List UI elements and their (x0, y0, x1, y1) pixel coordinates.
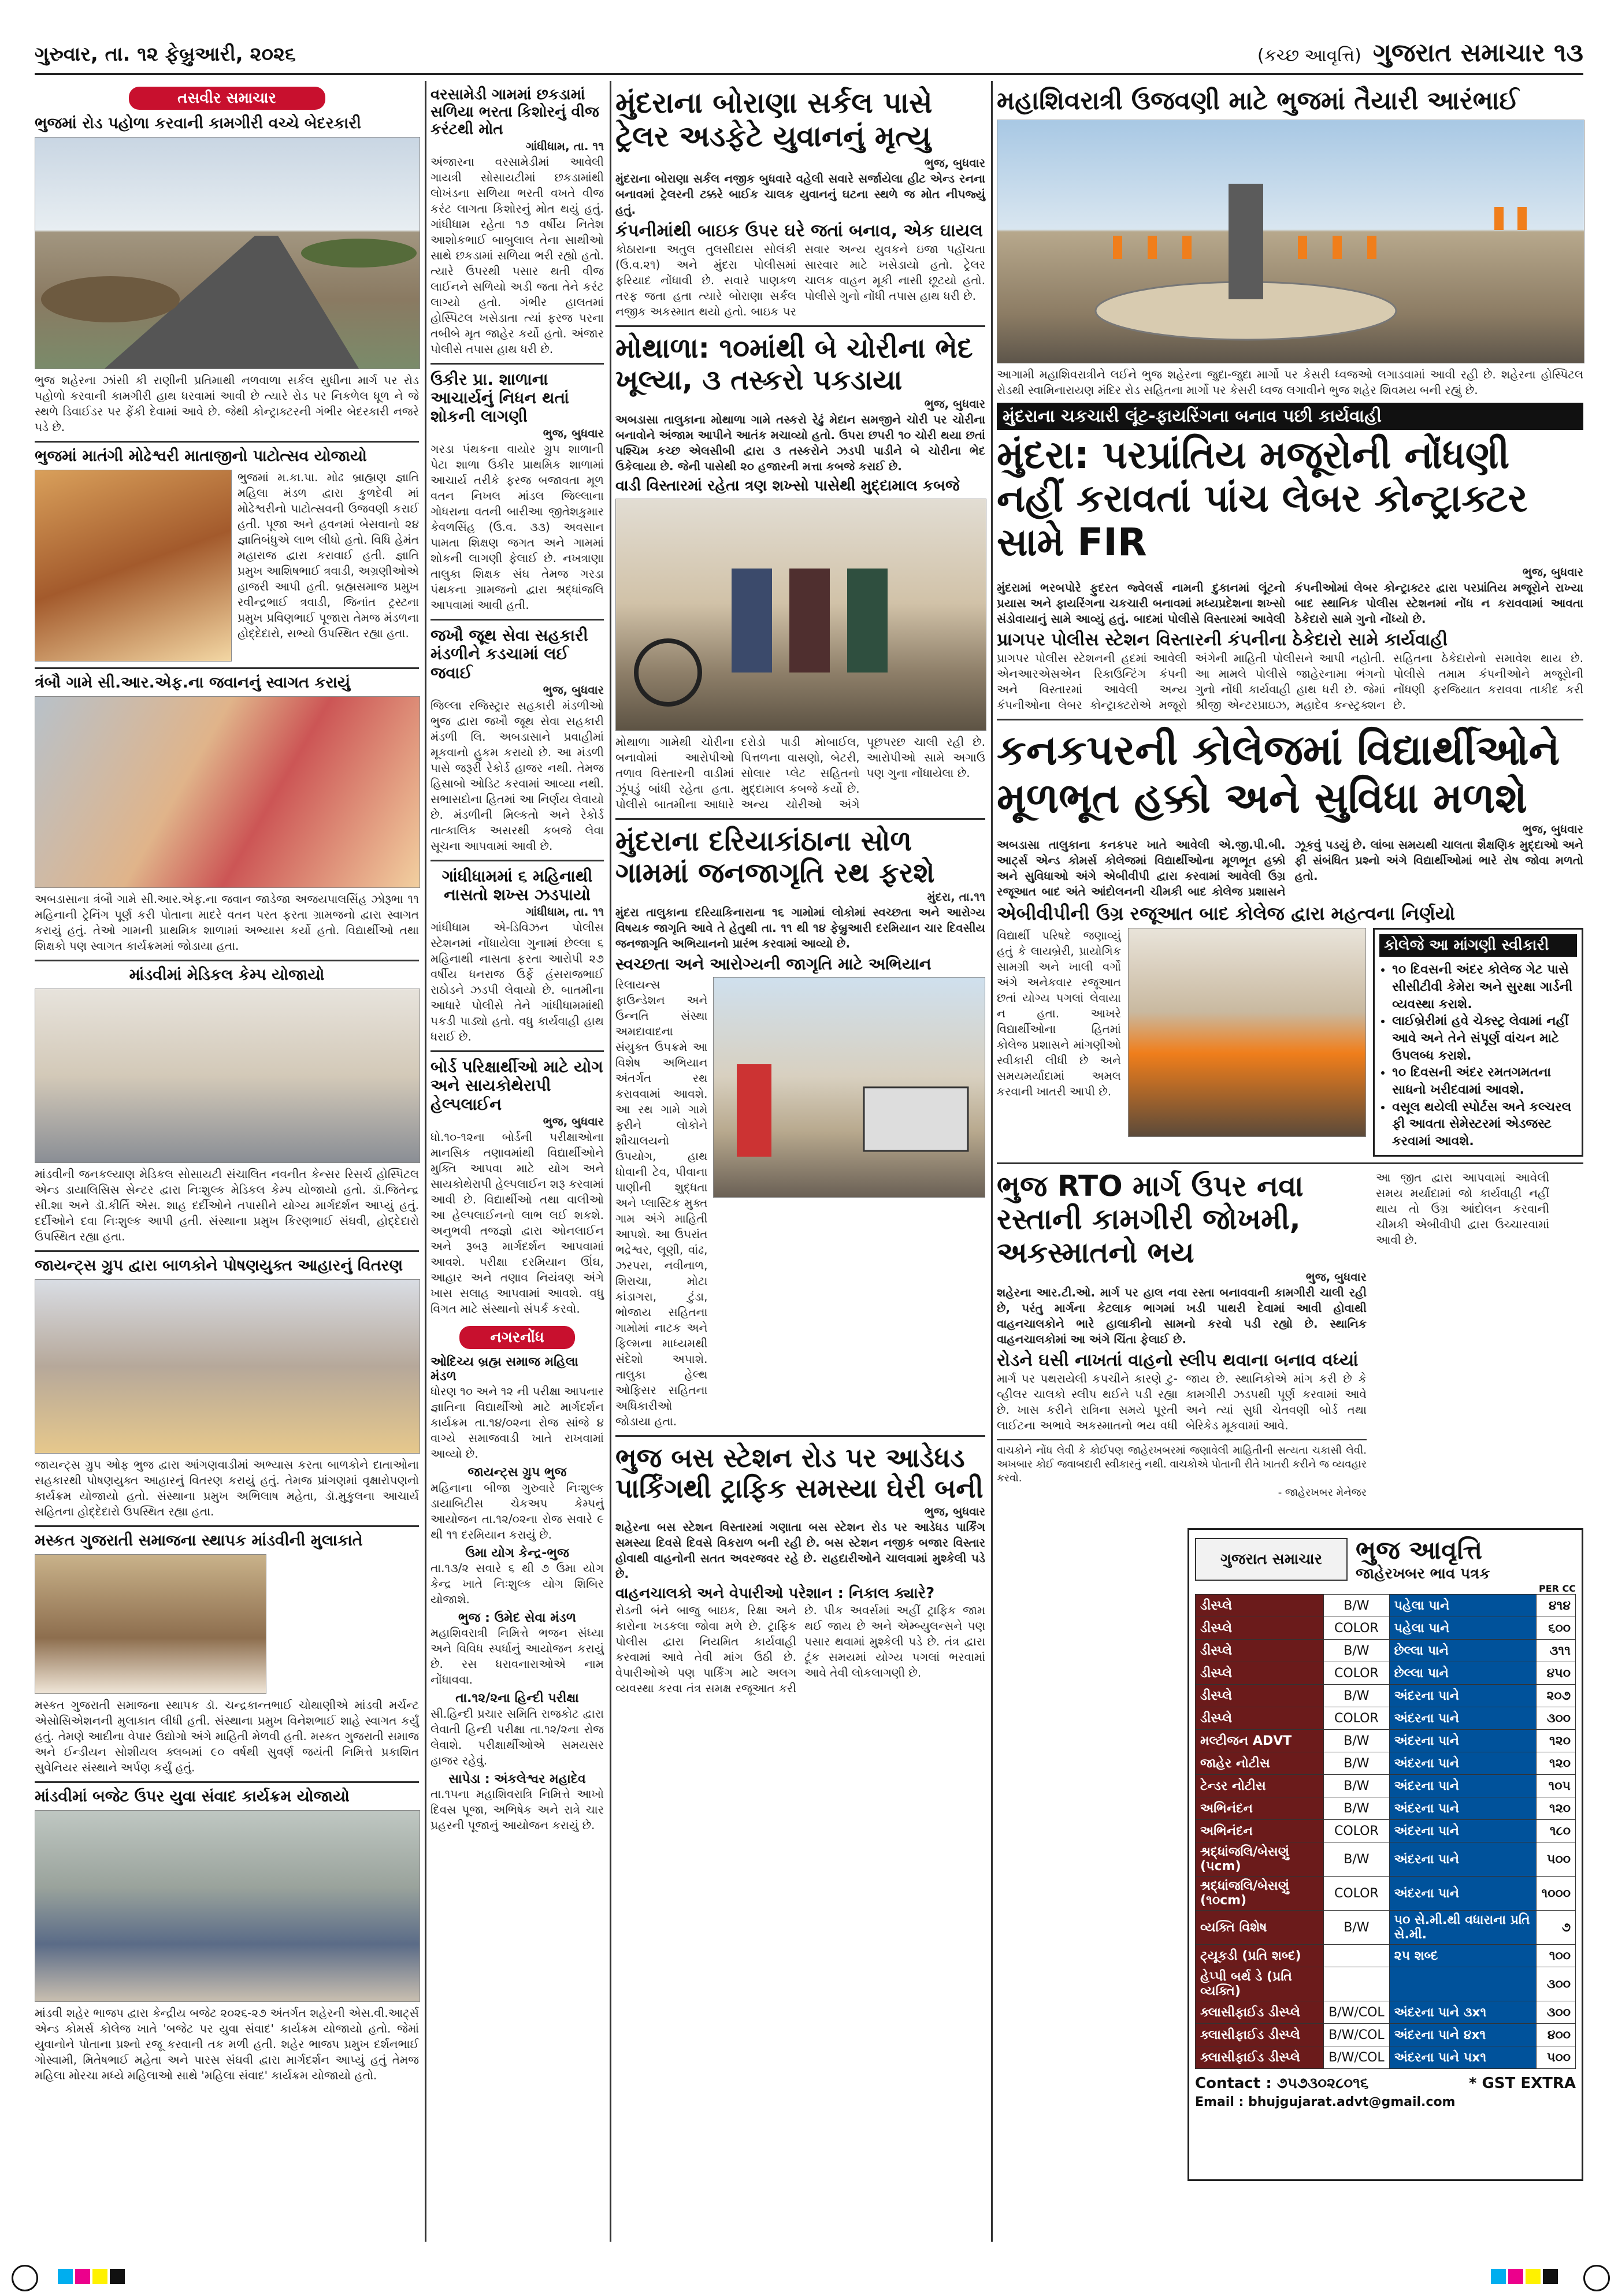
story-subheadline: રોડને ઘસી નાખતાં વાહનો સ્લીપ થવાના બનાવ વધ્યાં (997, 1350, 1359, 1371)
photo-caption: ભુજ શહેરના ઝાંસી કી રાણીની પ્રતિમાથી નળવાળા સર્કલ સુધીના માર્ગ પર રોડ પહોળો કરવાની કામગીરી હાથ ધરવામાં આવી છે ત્યારે રોડ પર નિકળેલ ધૂળ ને જે સ્થળે ડિવાઈડર પર ફેંકી દેવામાં આવે છે. જેથી કોન્ટ્રાક્ટરની ગંભીર બેદરકારી નજરે પડે છે. (35, 373, 419, 434)
dateline: ભુજ, બુધવાર (543, 1114, 604, 1128)
story-block (615, 977, 985, 1429)
flags-scene-illustration (997, 120, 1584, 363)
notice-body: મહાશિવરાત્રી નિમિત્તે ભજન સંધ્યા અને વિવિધ સ્પર્ધાનું આયોજન કરાયું છે. રસ ધરાવનારાઓએ નામ નોંધાવવા. (431, 1626, 604, 1687)
photo-caption: જાયન્ટ્સ ગ્રુપ ઓફ ભુજ દ્વારા આંગણવાડીમાં અભ્યાસ કરતા બાળકોને દાતાઓના સહકારથી પોષણયુક્ત આહારનું વિતરણ કરાયું હતું. તેમજ પ્રાંગણમાં વૃક્ષારોપણનો કાર્યક્રમ યોજાયો હતો. સંસ્થાના પ્રમુખ અભિલાષ મહેતા, ડૉ.મુકુલના આચાર્ય સહિતના હોદ્દેદારો ઉપસ્થિત રહ્યા હતા. (35, 1458, 419, 1519)
rate-name: જાહેર નોટીસ (1196, 1752, 1324, 1775)
person-figure (847, 569, 888, 673)
story-headline: બોર્ડ પરિક્ષાર્થીઓ માટે યોગ અને સાયકોથેરાપી હેલ્પલાઈન (431, 1057, 603, 1114)
story-body: આ જીત દ્વારા આપવામાં આવેલી સમય મર્યાદામાં જો કાર્યવાહી નહીં થાય તો ઉગ્ર આંદોલન કરવાની ચીમકી એબીવીપી દ્વારા ઉચ્ચારવામાં આવી છે. (1376, 1170, 1549, 1247)
story-body: મોથાળા ગામેથી ચોરીના બનાવોમાં આરોપીઓ તળાવ વિસ્તારની વાડીમાં ઝૂંપડું બાંધી રહેતા હતા. પોલીસે બાતમીના આધારે દરોડો પાડી મોબાઈલ, પિત્તળના વાસણો, બેટરી, સોલાર પ્લેટ સહિતનો મુદ્દામાલ કબજે કર્યો છે. અન્ય ચોરીઓ અંગે પૂછપરછ ચાલી રહી છે. આરોપીઓ સામે અગાઉ પણ ગુના નોંધાયેલા છે. (615, 734, 985, 811)
dateline: ભુજ, બુધવાર (924, 396, 985, 411)
rate-name: ક્લાસીફાઈડ ડીસ્પ્લે (1196, 2024, 1324, 2046)
divider (35, 441, 419, 443)
rate-table-body (1196, 1595, 1576, 2069)
rate-row (1196, 2024, 1576, 2046)
story-headline: ત્રંબૌ ગામે સી.આર.એફ.ના જવાનનું સ્વાગત કરાયું (35, 674, 351, 692)
story-body-intro (272, 1554, 419, 1693)
story-headline: ભુજ બસ સ્ટેશન રોડ પર આડેધડ પાર્કિંગથી ટ્રાફિક સમસ્યા ઘેરી બની (615, 1442, 984, 1504)
rate-price: ૪૧૪ (1537, 1595, 1576, 1617)
rate-type: B/W/COL (1324, 2001, 1390, 2024)
rate-type: B/W (1324, 1595, 1390, 1617)
story-lead: મુંદરામાં ભરબપોરે ફુદરત જ્વેલર્સ નામની દુકાનમાં લૂંટનો પ્રયાસ અને ફાયરિંગના ચકચારી બનાવમાં મધ્યપ્રદેશના શખ્સો સંડોવાયાનું સામે આવ્યું હતું. બાદમાં પોલીસે વિસ્તારમાં આવેલી કંપનીઓમાં લેબર કોન્ટ્રાક્ટર દ્વારા પરપ્રાંતિય મજૂરોને રાખ્યા બાદ સ્થાનિક પોલીસ સ્ટેશનમાં નોંધ ન કરાવવામાં આવતા ઠેકેદારો સામે ગુનો નોંધ્યો છે. (997, 581, 1583, 626)
rate-type: B/W (1324, 1752, 1390, 1775)
registration-mark (1583, 2265, 1610, 2291)
muscat-visit-photo (35, 1554, 266, 1694)
road-scene-illustration (35, 138, 420, 369)
dateline: ભુજ, બુધવાર (543, 682, 604, 697)
gst-note: * GST EXTRA (1468, 2075, 1576, 2092)
vehicle-scene-illustration (714, 978, 985, 1197)
divider (431, 363, 604, 365)
divider (35, 1250, 419, 1252)
contact-row (1195, 2075, 1576, 2093)
rate-row (1196, 1877, 1576, 1911)
column-rule (991, 81, 993, 2242)
story-subheadline: વાહનચાલકો અને વેપારીઓ પરેશાન : નિકાલ ક્યારે? (615, 1585, 935, 1603)
contact-label: Contact : (1195, 2075, 1272, 2092)
story-headline: માંડવીમાં બજેટ ઉપર યુવા સંવાદ કાર્યક્રમ યોજાયો (35, 1788, 350, 1806)
rate-type: COLOR (1324, 1707, 1390, 1730)
rate-row (1196, 1640, 1576, 1662)
rate-type: COLOR (1324, 1662, 1390, 1685)
section-tag: તસવીર સમાચાર (129, 87, 325, 110)
rate-row (1196, 1685, 1576, 1707)
rate-position: અંદરના પાને (1389, 1775, 1537, 1797)
rate-row (1196, 2001, 1576, 2024)
crpf-welcome-photo (35, 696, 420, 888)
list-item: • ૧૦ દિવસની અંદર રમતગમતના સાધનો ખરીદવામાં આવશે. (1392, 1064, 1577, 1098)
story-body: અંજારના વરસામેડીમાં આવેલી ગાયત્રી સોસાયટીમાં છકડામાંથી લોખંડના સળિયા ભરતી વખતે વીજ કરંટ લાગતા કિશોરનું મોત થયું હતું. ગાંધીધામ રહેતા ૧૭ વર્ષીય નિતેશ આશોકભાઈ બાબુલાલ તેના સાથીઓ સાથે છકડામાં સળિયા ભરી રહ્યો હતો. ત્યારે ઉપરથી પસાર થતી વીજ લાઈનને સળિયો અડી જતા તેને કરંટ લાગ્યો હતો. ગંભીર હાલતમાં હોસ્પિટલ ખસેડાતા ત્યાં ફરજ પરના તબીબે મૃત જાહેર કર્યો હતો. અંજાર પોલીસે તપાસ હાથ ધરી છે. (431, 154, 604, 356)
disclaimer: વાચકોને નોંધ લેવી કે કોઈપણ જાહેરખબરમાં જણાવેલી માહિતીની સત્યતા ચકાસી લેવી. અખબાર કોઈ જવાબદારી સ્વીકારતું નથી. વાચકોએ પોતાની રીતે ખાતરી કરીને જ વ્યવહાર કરવો. (997, 1439, 1367, 1486)
rate-row (1196, 1911, 1576, 1945)
rate-name: ડીસ્પ્લે (1196, 1617, 1324, 1640)
story-lead: શહેરના બસ સ્ટેશન વિસ્તારમાં ગણાતા બસ સ્ટેશન રોડ પર આડેધડ પાર્કિંગ સમસ્યા દિવસે દિવસે વિકરાળ બની રહી છે. બસ સ્ટેશન નજીક બજાર વિસ્તાર હોવાથી વાહનોની સતત અવરજવર રહે છે. રાહદારીઓને ચાલવામાં મુશ્કેલી પડે છે. (615, 1520, 985, 1581)
rate-position: અંદરના પાને (1389, 1730, 1537, 1752)
dateline: ભુજ, બુધવાર (1522, 565, 1583, 579)
saffron-flags (1113, 207, 1527, 259)
story-body: પ્રાગપર પોલીસ સ્ટેશનની હદમાં આવેલી એનઆરએસએન રિકાઉન્ટિંગ કંપની અને વિસ્તારમાં આવેલી અન્ય કંપનીઓના લેબર કોન્ટ્રાક્ટરોએ મજૂરો અંગેની માહિતી પોલીસને આપી નહોતી. આ મામલે પોલીસે જાહેરનામા ભંગનો ગુનો નોંધી કાર્યવાહી હાથ ધરી છે. જેમાં શ્રીજી એન્ટરપ્રાઇઝ, મહાદેવ કન્સ્ટ્રક્શન સહિતના ઠેકેદારોનો સમાવેશ થાય છે. પોલીસે તમામ કંપનીઓને મજૂરોની નોંધણી ફરજિયાત કરાવવા તાકીદ કરી છે. (997, 651, 1583, 712)
rate-name: ડીસ્પ્લે (1196, 1640, 1324, 1662)
rate-row (1196, 1730, 1576, 1752)
rate-type: B/W (1324, 1685, 1390, 1707)
story-headline: ઉકીર પ્રા. શાળાના આચાર્યનું નિધન થતાં શોકની લાગણી (431, 369, 569, 426)
divider (615, 818, 985, 820)
story-body: મસ્કત ગુજરાતી સમાજના સ્થાપક ડૉ. ચન્દ્રકાન્તભાઈ ચોથાણીએ માંડવી મર્ચન્ટ એસોસિએશનની મુલાકાત લીધી હતી. સંસ્થાના પ્રમુખ વિનેશભાઈ શાહે સ્વાગત કર્યું હતું. તેમણે આદીના વેપાર ઉદ્યોગો અંગે માહિતી મેળવી હતી. મસ્કત ગુજરાતી સમાજ અને ઈન્ડીયન સોશીયલ ક્લબમાં ૯૦ વર્ષથી સુવર્ણ જયંતી નિમિત્તે પ્રકાશિત સુવેનિયર સંસ્થાને અર્પણ કર્યું હતું. (35, 1698, 419, 1775)
email-label: Email : (1195, 2095, 1244, 2109)
column-3 (615, 87, 985, 1696)
story-headline: ભુજમાં માતંગી મોઢેશ્વરી માતાજીનો પાટોત્સવ યોજાયો (35, 447, 367, 466)
nutrition-distribution-photo (35, 1279, 420, 1454)
ad-rate-card (1187, 1528, 1583, 2181)
story-subheadline: એબીવીપીની ઉગ્ર રજૂઆત બાદ કોલેજ દ્વારા મહત્વના નિર્ણયો (997, 902, 1456, 925)
photo-caption: અબડાસાના ત્રંબૌ ગામે સી.આર.એફ.ના જવાન જાડેજા અજયપાલસિંહ ઝોરૂભા ૧૧ મહિનાની ટ્રેનિંગ પૂર્ણ કરી પોતાના માદરે વતન પરત ફરતા ગ્રામજનો દ્વારા સ્વાગત કરાયું હતું. તેઓ ગામની પ્રાથમિક શાળામાં અભ્યાસ કર્યો હતો. વિદ્યાર્થીઓ તથા શિક્ષકો પણ સ્વાગત કાર્યક્રમમાં જોડાયા હતા. (35, 892, 419, 953)
notice-body: તા.૧૫ના મહાશિવરાત્રિ નિમિત્તે આખો દિવસ પૂજા, અભિષેક અને રાત્રે ચાર પ્રહરની પૂજાનું આયોજન કરાયું છે. (431, 1786, 604, 1832)
rate-price: ૫૦૦ (1537, 2046, 1576, 2069)
rate-card-title: ભુજ આવૃત્તિ (1356, 1536, 1483, 1565)
rate-position (1389, 1967, 1537, 2001)
vehicle (864, 1087, 968, 1151)
rate-type: B/W (1324, 1730, 1390, 1752)
rate-type: B/W/COL (1324, 2024, 1390, 2046)
notice-title: સાપેડા : અંકલેશ્વર મહાદેવ (448, 1771, 586, 1786)
rate-position: અંદરના પાને (1389, 1707, 1537, 1730)
rate-price: ૧૮૦ (1537, 1820, 1576, 1842)
photo-caption: માંડવીની જનકલ્યાણ મેડિકલ સોસાયટી સંચાલિત નવનીત કેન્સર રિસર્ચ હોસ્પિટલ એન્ડ ડાયાલિસિસ સેન્ટર દ્વારા નિઃશુલ્ક મેડિકલ કેમ્પ યોજાયો હતો. ડૉ.જિતેન્દ્ર સી.શા અને ડૉ.કીર્તિ એસ. શાહ દર્દીઓને તપાસીને યોગ્ય માર્ગદર્શન આપ્યું હતું. દર્દીઓને દવા નિઃશુલ્ક આપી હતી. સંસ્થાના પ્રમુખ કિરણભાઈ સંઘવી, હોદ્દેદારો ઉપસ્થિત રહ્યા હતા. (35, 1167, 419, 1244)
rate-name: ડીસ્પ્લે (1196, 1685, 1324, 1707)
rate-unit: PER CC (1538, 1583, 1576, 1594)
column-rule (610, 81, 611, 2242)
rate-row (1196, 1775, 1576, 1797)
column-2 (431, 87, 604, 1833)
rate-price: ૩૦૦ (1537, 1707, 1576, 1730)
story-headline: મહાશિવરાત્રી ઉજવણી માટે ભુજમાં તૈયારી આરંભાઈ (997, 86, 1519, 116)
rate-name: શ્રદ્ધાંજલિ/બેસણું (૧૦cm) (1196, 1877, 1324, 1911)
story-headline: ભુજ RTO માર્ગ ઉપર નવા રસ્તાની કામગીરી જોખમી, અકસ્માતનો ભય (997, 1169, 1304, 1269)
cyan-swatch (58, 2269, 73, 2284)
page-header (35, 35, 1583, 75)
rate-price: ૩૧૧ (1537, 1640, 1576, 1662)
col4-body-continued (1376, 1170, 1549, 1500)
seized-goods-photo (615, 499, 986, 731)
accepted-list (1379, 961, 1577, 1150)
paper-logo: ગુજરાત સમાચાર (1195, 1538, 1348, 1581)
rate-name: હેપ્પી બર્થ ડે (પ્રતિ વ્યક્તિ) (1196, 1967, 1324, 2001)
story-body: વિદ્યાર્થી પરિષદે જણાવ્યું હતું કે લાયબ્રેરી, પ્રાયોગિક સામગ્રી અને ખાલી વર્ગો અંગે અનેકવાર રજૂઆત છતાં યોગ્ય પગલાં લેવાયા ન હતા. આખરે વિદ્યાર્થીઓના હિતમાં કોલેજ પ્રશાસને માંગણીઓ સ્વીકારી લીધી છે અને સમયમર્યાદામાં અમલ કરવાની ખાતરી આપી છે. (997, 928, 1121, 1099)
rate-position: અંદરના પાને (1389, 1797, 1537, 1820)
rate-name: ટેન્ડર નોટીસ (1196, 1775, 1324, 1797)
yellow-swatch (1526, 2269, 1541, 2284)
rate-card-header (1195, 1536, 1576, 1583)
rate-position: અંદરના પાને ૫x૧ (1389, 2046, 1537, 2069)
list-item: • લાઈબ્રેરીમાં હવે ચેક્સ્ટ્ર લેવામાં નહીં આવે અને તેને સંપૂર્ણ વાંચન માટે ઉપલબ્ધ કરાશે. (1392, 1013, 1577, 1064)
notice-body: સી.હિન્દી પ્રચાર સમિતિ રાજકોટ દ્વારા લેવાતી હિન્દી પરીક્ષા તા.૧૨/૨ના રોજ લેવાશે. પરીક્ષાર્થીઓએ સમયસર હાજર રહેવું. (431, 1706, 604, 1767)
cyan-swatch (1491, 2269, 1506, 2284)
story-body: કોઠારાના અતુલ તુલસીદાસ સોલંકી (ઉ.વ.૨૧) અને મુંદરા પોલીસમાં ફરિયાદ નોંધાવી છે. સવારે પાણકળ તરફ જતા હતા ત્યારે બોરાણા સર્કલ નજીક અકસ્માત થયો હતો. બાઇક પર સવાર અન્ય યુવકને ઇજા પહોંચતા સારવાર માટે ખસેડાયો હતો. ટ્રેલર ચાલક વાહન મૂકી નાસી છૂટયો હતો. પોલીસે ગુનો નોંધી તપાસ હાથ ધરી છે. (615, 242, 985, 318)
rate-price: ૧૦૦ (1537, 1945, 1576, 1967)
rate-price: ૫૦૦ (1537, 1842, 1576, 1877)
rate-name: ટ્યૂકડી (પ્રતિ શબ્દ) (1196, 1945, 1324, 1967)
dateline: મુંદરા, તા.૧૧ (927, 890, 985, 904)
rate-position: અંદરના પાને (1389, 1877, 1537, 1911)
edition-label: (કચ્છ આવૃત્તિ) (1257, 46, 1361, 66)
rate-name: અભિનંદન (1196, 1820, 1324, 1842)
notice-body: તા.૧૩/૨ સવારે ૬ થી ૭ ઉમા યોગ કેન્દ્ર ખાતે નિઃશુલ્ક યોગ શિબિર યોજાશે. (431, 1561, 604, 1606)
dateline: ગાંધીધામ, તા. ૧૧ (525, 139, 604, 153)
rate-name: ડીસ્પ્લે (1196, 1707, 1324, 1730)
rate-name: ક્લાસીફાઈડ ડીસ્પ્લે (1196, 2001, 1324, 2024)
notice-title: જાયન્ટ્સ ગ્રુપ ભુજ (467, 1465, 567, 1480)
photo-caption: માંડવી શહેર ભાજપ દ્વારા કેન્દ્રીય બજેટ ૨૦૨૬-૨૭ અંતર્ગત શહેરની એસ.વી.આર્ટ્સ એન્ડ કોમર્સ કોલેજ ખાતે 'બજેટ પર યુવા સંવાદ' કાર્યક્રમ યોજાયો હતો. જેમાં યુવાનોને પોતાના પ્રશ્નો રજૂ કરવાની તક મળી હતી. શહેર ભાજપ પ્રમુખ દર્શનભાઈ ગોસ્વામી, મિતેષભાઈ મહેતા અને પારસ સંઘવી દ્વારા માર્ગદર્શન આપ્યું હતું તેમજ મહિલા મોરચા મધ્યે મહિલાઓ સાથે 'મહિલા સંવાદ' કાર્યક્રમ યોજાયો હતો. (35, 2006, 419, 2083)
story-headline: જખૌ જૂથ સેવા સહકારી મંડળીને કડચામાં લઈ જવાઈ (431, 626, 588, 682)
dirt-pile (41, 276, 180, 322)
rate-type: COLOR (1324, 1820, 1390, 1842)
rate-price: ૧૦૫ (1537, 1775, 1576, 1797)
rate-name: ડીસ્પ્લે (1196, 1595, 1324, 1617)
story-headline: માંડવીમાં મેડિકલ કેમ્પ યોજાયો (129, 966, 325, 984)
story-lead: અબડાસા તાલુકાના મોથાળા ગામે તસ્કરો રેઢું મેદાન સમજીને ચોરી પર ચોરીના બનાવોને અંજામ આપીને આતંક મચાવ્યો હતો. ઉપરા છપરી ૧૦ ચોરી થયા છતાં પશ્ચિમ કચ્છ એલસીબી દ્વારા ૩ તસ્કરોને ઝડપી પાડીને બે ચોરીના ભેદ ઉકેલાયા છે. જેની પાસેથી ૨૦ હજારની મત્તા કબજે કરાઈ છે. (615, 412, 985, 473)
rate-type: B/W (1324, 1797, 1390, 1820)
story-body: ગાંધીધામ એ-ડિવિઝન પોલીસ સ્ટેશનમાં નોંધાયેલા ગુનામાં છેલ્લા ૬ મહિનાથી નાસતા ફરતા આરોપી ૨૭ વર્ષીય ધનરાજ ઉર્ફે હંસરાજભાઈ રાઠોડને ઝડપી લેવાયો છે. બાતમીના આધારે પોલીસે તેને ગાંધીધામમાંથી પકડી પાડ્યો હતો. વધુ કાર્યવાહી હાથ ધરાઈ છે. (431, 920, 604, 1044)
dateline: ગાંધીધામ, તા. ૧૧ (525, 905, 604, 919)
rate-type: B/W (1324, 1640, 1390, 1662)
rate-type: COLOR (1324, 1617, 1390, 1640)
notice-title: ઓદિચ્ય બ્રહ્મ સમાજ મહિલા મંડળ (431, 1354, 578, 1384)
rate-price: ૭ (1537, 1911, 1576, 1945)
rate-row (1196, 1707, 1576, 1730)
divider (35, 667, 419, 669)
rate-row (1196, 1662, 1576, 1685)
rate-name: ડીસ્પ્લે (1196, 1662, 1324, 1685)
story-lead: અબડાસા તાલુકાના કનકપર ખાતે આવેલી એ.જી.પી.બી. આર્ટ્સ એન્ડ કોમર્સ કોલેજમાં વિદ્યાર્થીઓના મૂળભૂત હક્કો અને સુવિધાઓ અંગે એબીવીપી દ્વારા કરવામાં આવેલી ઉગ્ર રજૂઆત બાદ અંતે આંદોલનની ચીમકી બાદ કોલેજ પ્રશાસને ઝૂકવું પડયું છે. લાંબા સમયથી ચાલતા શૈક્ષણિક મુદ્દાઓ અને ફી સંબંધિત પ્રશ્નો અંગે વિદ્યાર્થીઓમાં ભારે રોષ જોવા મળતો હતો. (997, 838, 1583, 899)
lead-headline: મુંદરા: પરપ્રાંતિય મજૂરોની નોંધણી નહીં કરાવતાં પાંચ લેબર કોન્ટ્રાક્ટર સામે FIR (997, 432, 1528, 565)
rate-position: છેલ્લા પાને (1389, 1662, 1537, 1685)
statue (1229, 184, 1263, 299)
rate-row (1196, 1820, 1576, 1842)
awareness-rath-photo (713, 977, 985, 1198)
page-number: ૧૩ (1554, 38, 1583, 68)
contact-phone[interactable]: ૭૫૭૩૦૨૮૦૧૬ (1276, 2075, 1369, 2092)
person-figure (737, 1064, 771, 1157)
story-headline: મોથાળા: ૧૦માંથી બે ચોરીના ભેદ ખૂલ્યા, ૩ તસ્કરો પકડાયા (615, 332, 973, 396)
story-headline: મસ્કત ગુજરાતી સમાજના સ્થાપક માંડવીની મુલાકાતે (35, 1532, 363, 1550)
rate-position: અંદરના પાને (1389, 1820, 1537, 1842)
person-figure (732, 569, 772, 673)
person-figure (789, 569, 830, 673)
rate-row (1196, 1945, 1576, 1967)
abvp-protest-photo (1128, 928, 1366, 1137)
notice-title: ઉમા યોગ કેન્દ્ર-ભુજ (465, 1545, 569, 1561)
story-headline: મુંદરાના દરિયાકાંઠાના સોળ ગામમાં જનજાગૃતિ રથ ફરશે (615, 824, 935, 889)
story-headline: ગાંધીધામમાં ૬ મહિનાથી નાસતો શખ્સ ઝડપાયો (441, 866, 593, 904)
divider (615, 1435, 985, 1437)
column-4 (997, 87, 1583, 1500)
rate-name: શ્રદ્ધાંજલિ/બેસણું (૫cm) (1196, 1842, 1324, 1877)
rate-price: ૧૨૦ (1537, 1752, 1576, 1775)
divider (997, 719, 1583, 720)
magenta-swatch (75, 2269, 90, 2284)
accepted-demands-box (1373, 928, 1583, 1157)
rate-name: વ્યક્તિ વિશેષ (1196, 1911, 1324, 1945)
story-subheadline: વાડી વિસ્તારમાં રહેતા ત્રણ શખ્સો પાસેથી મુદ્દામાલ કબજે (615, 477, 960, 495)
rate-card-subtitle: જાહેરખબર ભાવ પત્રક (1356, 1565, 1490, 1582)
rate-type: B/W/COL (1324, 2046, 1390, 2069)
rate-row (1196, 1797, 1576, 1820)
rate-row (1196, 2046, 1576, 2069)
story-subheadline: સ્વચ્છતા અને આરોગ્યની જાગૃતિ માટે અભિયાન (615, 954, 932, 974)
dateline: ભુજ, બુધવાર (1305, 1270, 1367, 1284)
story-headline: મુંદરાના બોરાણા સર્કલ પાસે ટ્રેલર અડફેટે યુવાનનું મૃત્યુ (615, 86, 933, 153)
rate-position: અંદરના પાને (1389, 1752, 1537, 1775)
rate-type: COLOR (1324, 1877, 1390, 1911)
story-block (35, 470, 419, 662)
story-block (997, 928, 1583, 1157)
story-subheadline: કંપનીમાંથી બાઇક ઉપર ઘરે જતાં બનાવ, એક ઘાયલ (615, 221, 983, 241)
rate-position: ૨૫ શબ્દ (1389, 1945, 1537, 1967)
dateline: ભુજ, બુધવાર (1522, 822, 1583, 837)
box-title: કોલેજે આ માંગણી સ્વીકારી (1379, 934, 1577, 957)
list-item: • વસૂલ થયેલી સ્પોર્ટસ અને કલ્ચરલ ફી આવતા સેમેસ્ટરમાં એડજસ્ટ કરવામાં આવશે. (1392, 1099, 1577, 1150)
rto-story (997, 1170, 1367, 1500)
photo-caption: આગામી મહાશિવરાત્રીને લઈને ભુજ શહેરના જુદા-જુદા માર્ગો પર કેસરી ધ્વજઓ લગાડવામાં આવી રહી છે. શહેરના હોસ્પિટલ રોડથી સ્વામિનારાયણ મંદિર રોડ સહિતના માર્ગો પર કેસરી ધ્વજ લગાવીને ભુજ શહેર શિવમય બની રહ્યું છે. (997, 367, 1583, 397)
story-body: ભુજમાં મ.કા.પા. મોઢ બ્રાહ્મણ જ્ઞાતિ મહિલા મંડળ દ્વારા કુળદેવી માં મોઢેશ્વરીનો પાટોત્સવની ઉજવણી કરાઈ હતી. પૂજા અને હવનમાં બેસવાનો ૨૪ જ્ઞાતિબંધુએ લાભ લીધો હતો. વિધિ હેમંત મહારાજ દ્વારા કરાવાઈ હતી. જ્ઞાતિ પ્રમુખ આશિષભાઈ ત્રવાડી, અગ્રણીઓએ હાજરી આપી હતી. બ્રહ્મસમાજ પ્રમુખ રવીન્દ્રભાઈ ત્રવાડી, જિનાંત ટ્રસ્ટના પ્રમુખ પ્રવિણભાઈ પૂજારા તેમજ મંડળના હોદ્દેદારો, સભ્યો ઉપસ્થિત રહ્યા હતા. (237, 470, 419, 641)
rate-position: અંદરના પાને (1389, 1685, 1537, 1707)
youth-dialogue-photo (35, 1810, 420, 2002)
rate-price: ૩૦૦ (1537, 1967, 1576, 2001)
registration-mark (12, 2265, 38, 2291)
rate-price: ૪૦૦ (1537, 2024, 1576, 2046)
yellow-swatch (92, 2269, 107, 2284)
rate-price: ૪૫૦ (1537, 1662, 1576, 1685)
rate-position: અંદરના પાને ૩x૧ (1389, 2001, 1537, 2024)
story-lead: શહેરના આર.ટી.ઓ. માર્ગ પર હાલ નવા રસ્તા બનાવવાની કામગીરી ચાલી રહી છે, પરંતુ માર્ગના કેટલાક ભાગમાં ખડી પાથરી દેવામાં આવી હોવાથી વાહનચાલકોને ભારે હાલાકીનો સામનો કરવો પડી રહ્યો છે. સ્થાનિક વાહનચાલકોમાં આ અંગે ચિંતા ફેલાઈ છે. (997, 1286, 1367, 1347)
rate-name: અભિનંદન (1196, 1797, 1324, 1820)
rate-price: ૧૨૦ (1537, 1797, 1576, 1820)
list-item: • ૧૦ દિવસની અંદર કોલેજ ગેટ પાસે સીસીટીવી કેમેરા અને સુરક્ષા ગાર્ડની વ્યવસ્થા કરાશે. (1392, 961, 1577, 1013)
story-lead: મુંદરા તાલુકાના દરિયાકિનારાના ૧૬ ગામોમાં લોકોમાં સ્વચ્છતા અને આરોગ્ય વિષયક જાગૃતિ આવે તે હેતુથી તા. ૧૧ થી ૧૪ ફેબ્રુઆરી દરમિયાન ચાર દિવસીય જનજાગૃતિ અભિયાનનો પ્રારંભ કરવામાં આવ્યો છે. (615, 905, 985, 951)
notice-title: ભુજ : ઉમેદ સેવા મંડળ (458, 1610, 576, 1625)
rate-table (1195, 1594, 1576, 2069)
divider (615, 325, 985, 327)
patotsav-photo (35, 470, 232, 662)
disclaimer-sign: - જાહેરખબર મેનેજર (1278, 1486, 1367, 1499)
issue-date: ગુરુવાર, તા. ૧૨ ફેબ્રુઆરી, ૨૦૨૬ (35, 43, 296, 66)
paper-name: ગુજરાત સમાચાર (1372, 38, 1545, 68)
medical-camp-photo (35, 989, 420, 1163)
rate-position: અંદરના પાને (1389, 1842, 1537, 1877)
rate-position: અંદરના પાને ૪x૧ (1389, 2024, 1537, 2046)
rate-row (1196, 1595, 1576, 1617)
rate-row (1196, 1752, 1576, 1775)
column-rule (425, 81, 426, 2242)
rate-price: ૨૦૭ (1537, 1685, 1576, 1707)
masthead (1257, 38, 1583, 68)
story-block (35, 1554, 419, 1694)
bottom-row (997, 1170, 1583, 1500)
story-body: ધો.૧૦-૧૨ના બોર્ડની પરીક્ષાઓના માનસિક તણાવમાંથી વિદ્યાર્થીઓને મુક્તિ આપવા માટે યોગ અને સાયકોથેરાપી હેલ્પલાઈન શરૂ કરવામાં આવી છે. વિદ્યાર્થીઓ તથા વાલીઓ આ હેલ્પલાઈનનો લાભ લઈ શકશે. અનુભવી તજજ્ઞો દ્વારા ઓનલાઈન અને રૂબરૂ માર્ગદર્શન આપવામાં આવશે. પરીક્ષા દરમિયાન ઊંઘ, આહાર અને તણાવ નિયંત્રણ અંગે ખાસ સલાહ આપવામાં આવશે. વધુ વિગત માટે સંસ્થાનો સંપર્ક કરવો. (431, 1130, 604, 1316)
road-work-photo (35, 137, 420, 369)
story-lead: મુંદરાના બોરાણા સર્કલ નજીક બુધવારે વહેલી સવારે સર્જાયેલા હીટ એન્ડ રનના બનાવમાં ટ્રેલરની ટક્કરે બાઈક ચાલક યુવાનનું ઘટના સ્થળે જ મોત નીપજ્યું હતું. (615, 172, 985, 217)
rate-position: પહેલા પાને (1389, 1595, 1537, 1617)
story-headline: કનકપરની કોલેજમાં વિદ્યાર્થીઓને મૂળભૂત હક્કો અને સુવિધા મળશે (997, 725, 1560, 822)
rate-row (1196, 1842, 1576, 1877)
divider (35, 1525, 419, 1527)
email-row (1195, 2095, 1576, 2109)
email-address[interactable]: bhujgujarat.advt@gmail.com (1248, 2095, 1456, 2109)
rate-name: મલ્ટીજન ADVT (1196, 1730, 1324, 1752)
divider (431, 619, 604, 621)
rate-row (1196, 1617, 1576, 1640)
column-1 (35, 87, 419, 2083)
kicker-banner: મુંદરાના ચકચારી લૂંટ-ફાયરિંગના બનાવ પછી કાર્યવાહી (997, 403, 1583, 430)
rate-row (1196, 1967, 1576, 2001)
divider (431, 1050, 604, 1052)
divider (431, 860, 604, 861)
magenta-swatch (1508, 2269, 1523, 2284)
rate-type: B/W (1324, 1842, 1390, 1877)
rate-price: ૧૦૦૦ (1537, 1877, 1576, 1911)
rate-type: B/W (1324, 1911, 1390, 1945)
rate-type (1324, 1967, 1390, 2001)
story-body: માર્ગ પર પથરાયેલી કપચીને કારણે ટુ-વ્હીલર ચાલકો સ્લીપ થઈને પડી રહ્યા છે. ખાસ કરીને રાત્રિના સમયે પૂરતી લાઈટના અભાવે અકસ્માતનો ભય વધી જાય છે. સ્થાનિકોએ માંગ કરી છે કે કામગીરી ઝડપથી પૂર્ણ કરવામાં આવે અને ત્યાં સુધી ચેતવણી બોર્ડ તથા બેરિકેડ મૂકવામાં આવે. (997, 1371, 1367, 1432)
story-body: જિલ્લા રજિસ્ટ્રાર સહકારી મંડળીઓ ભુજ દ્વારા જખૌ જૂથ સેવા સહકારી મંડળી લિ. અબડાસાને પ્રવાહીમાં મૂકવાનો હુકમ કરાયો છે. આ મંડળી પાસે જરૂરી રેકોર્ડ હાજર નથી. તેમજ હિસાબો ઓડિટ કરવામાં આવ્યા નથી. સભાસદોના હિતમાં આ નિર્ણય લેવાયો છે. મંડળીની મિલ્કતો અને રેકોર્ડ તાત્કાલિક અસરથી કબજે લેવા સૂચના આપવામાં આવી છે. (431, 698, 604, 853)
dateline: ભુજ, બુધવાર (543, 426, 604, 441)
dateline: ભુજ, બુધવાર (924, 1504, 985, 1519)
dateline: ભુજ, બુધવાર (924, 156, 985, 170)
rate-position: છેલ્લા પાને (1389, 1640, 1537, 1662)
divider (35, 1781, 419, 1783)
rate-type: B/W (1324, 1775, 1390, 1797)
black-swatch (110, 2269, 125, 2284)
rate-price: ૬૦૦ (1537, 1617, 1576, 1640)
story-headline: વરસામેડી ગામમાં છકડામાં સળિયા ભરતા કિશોરનું વીજ કરંટથી મોત (431, 86, 599, 138)
story-headline: ભુજમાં રોડ પહોળા કરવાની કામગીરી વચ્ચે બેદરકારી (35, 114, 362, 132)
trees (301, 239, 417, 268)
rate-price: ૩૦૦ (1537, 2001, 1576, 2024)
notice-body: ધોરણ ૧૦ અને ૧૨ ની પરીક્ષા આપનાર જ્ઞાતિના વિદ્યાર્થીઓ માટે માર્ગદર્શન કાર્યક્રમ તા.૧૪/૦૨ના રોજ સાંજે ૪ વાગ્યે સમાજવાડી ખાતે રાખવામાં આવ્યો છે. (431, 1384, 604, 1461)
story-headline: જાયન્ટ્સ ગ્રુપ દ્વારા બાળકોને પોષણયુક્ત આહારનું વિતરણ (35, 1257, 403, 1275)
rate-name: ક્લાસીફાઈડ ડીસ્પ્લે (1196, 2046, 1324, 2069)
divider (35, 960, 419, 961)
mahashivratri-photo (997, 120, 1584, 363)
divider (997, 1162, 1583, 1164)
arrest-scene-illustration (616, 499, 986, 730)
notice-title: તા.૧૨/૨ના હિન્દી પરીક્ષા (455, 1691, 579, 1706)
story-body: રિલાયન્સ ફાઉન્ડેશન અને ઉન્નતિ સંસ્થા અમદાવાદના સંયુક્ત ઉપક્રમે આ વિશેષ અભિયાન અંતર્ગત રથ કરાવવામાં આવશે. આ રથ ગામે ગામે ફરીને લોકોને શૌચાલયનો ઉપયોગ, હાથ ધોવાની ટેવ, પીવાના પાણીની શુદ્ધતા અને પ્લાસ્ટિક મુક્ત ગામ અંગે માહિતી આપશે. આ ઉપરાંત ભદ્રેશ્વર, લૂણી, વાંઢ, ઝરપરા, નવીનાળ, શિરાચા, મોટા કાંડાગરા, ટુંડા, ભોજાય સહિતના ગામોમાં નાટક અને ફિલ્મના માધ્યમથી સંદેશો અપાશે. તાલુકા હેલ્થ ઓફિસર સહિતના અધિકારીઓ જોડાયા હતા. (615, 978, 708, 1429)
notice-body: મહિનાના બીજા ગુરુવારે નિઃશુલ્ક ડાયાબિટીસ ચેકઅપ કેમ્પનું આયોજન તા.૧૨/૦૨ના રોજ સવારે ૯ થી ૧૧ દરમિયાન કરાયું છે. (431, 1480, 604, 1541)
story-body: રોડની બંને બાજુ બાઇક, રિક્ષા અને કારોના ખડકલા જોવા મળે છે. ટ્રાફિક પોલીસ દ્વારા નિયમિત કાર્યવાહી કરવામાં આવે તેવી માંગ ઉઠી છે. વેપારીઓએ પણ પાર્કિંગ માટે અલગ વ્યવસ્થા કરવા તંત્ર સમક્ષ રજૂઆત કરી છે. પીક અવર્સમાં અહીં ટ્રાફિક જામ થઈ જાય છે અને એમ્બ્યુલન્સને પણ પસાર થવામાં મુશ્કેલી પડે છે. તંત્ર દ્વારા ટૂંક સમયમાં યોગ્ય પગલાં ભરવામાં આવે તેવી લોકલાગણી છે. (615, 1603, 985, 1695)
story-subheadline: પ્રાગપર પોલીસ સ્ટેશન વિસ્તારની કંપનીના ઠેકેદારો સામે કાર્યવાહી (997, 630, 1448, 651)
rate-position: ૫૦ સે.મી.થી વધારાના પ્રતિ સે.મી. (1389, 1911, 1537, 1945)
rate-position: પહેલા પાને (1389, 1617, 1537, 1640)
story-body: ગરડા પંથકના વાયોર ગ્રુપ શાળાની પેટા શાળા ઉકીર પ્રાથમિક શાળામાં આચાર્ય તરીકે ફરજ બજાવતા મૂળ વતન નિખલ માંડલ જિલ્લાના ગોધરાના વતની બારીઆ જીતેશકુમાર કેવળસિંહ (ઉ.વ. ૩૩) અવસાન પામતા શિક્ષણ જગત અને ગામમાં શોકની લાગણી ફેલાઈ છે. નખત્રાણા તાલુકા શિક્ષક સંઘ તેમજ ગરડા પંથકના ગ્રામજનો દ્વારા શ્રદ્ધાંજલિ આપવામાં આવી હતી. (431, 442, 604, 612)
bicycle-wheel (636, 641, 700, 704)
nagarnondh-tag: નગરનોંધ (459, 1326, 575, 1349)
rate-price: ૧૨૦ (1537, 1730, 1576, 1752)
rate-type (1324, 1945, 1390, 1967)
black-swatch (1543, 2269, 1558, 2284)
